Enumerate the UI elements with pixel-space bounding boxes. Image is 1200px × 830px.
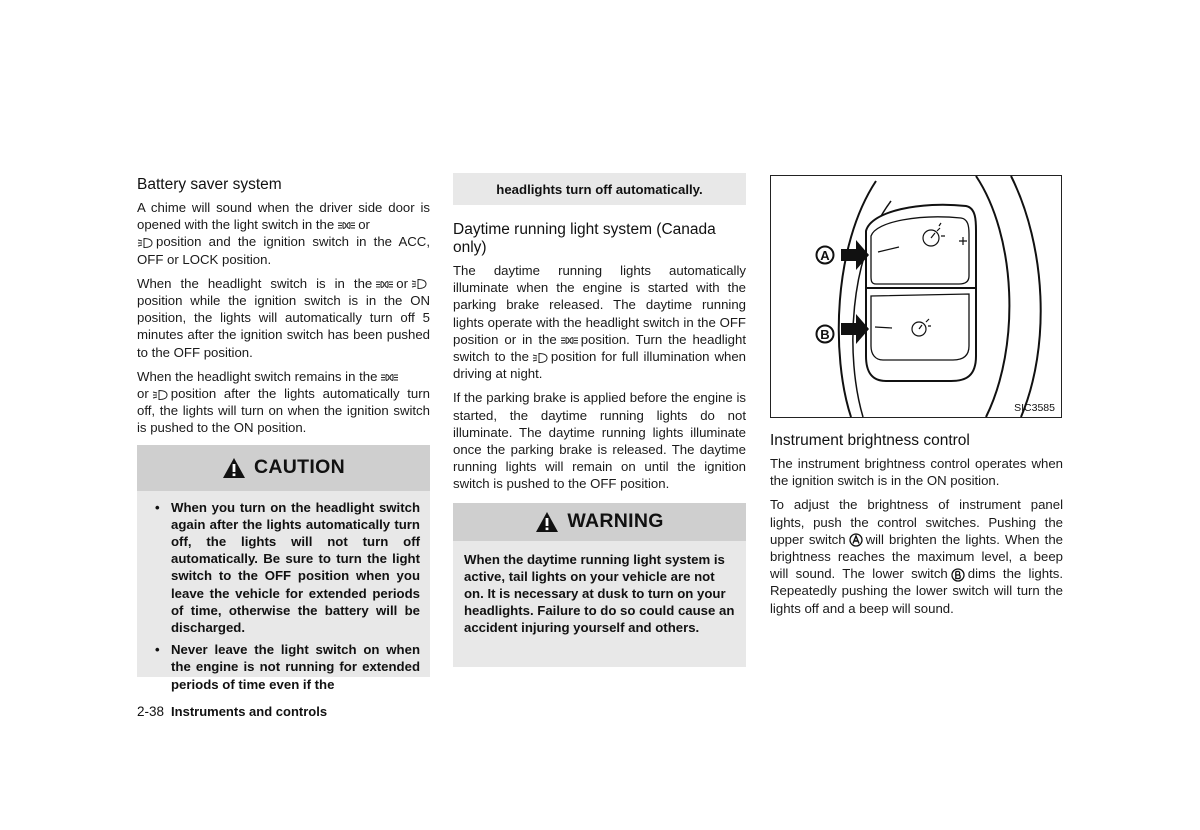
caution-header xyxy=(137,445,430,491)
figure-code: SIC3585 xyxy=(1014,402,1055,414)
text: position. Turn the headlight switch to the xyxy=(453,331,746,365)
circle-b-icon xyxy=(951,568,965,582)
headlight-icon xyxy=(532,352,548,364)
section-title: Instruments and controls xyxy=(171,704,328,719)
caution-continued: headlights turn off automatically. xyxy=(453,173,746,205)
text: dims the lights. Repeatedly pushing the lower switch will turn the lights off and a beep will sound. xyxy=(770,566,1063,616)
drl-paragraph-1 xyxy=(453,262,746,382)
text: or xyxy=(137,386,149,402)
caution-item: • When you turn on the headlight switch again after the lights automatically turn off, the lights will not turn off automatically. Be sure to turn the light switch to the OFF position when you leave the vehicle for extended periods of time, otherwise the battery will be discharged. xyxy=(147,499,420,637)
text: When the headlight switch is in the xyxy=(137,275,373,291)
callout-b-label: B xyxy=(820,327,830,342)
text: or xyxy=(358,217,370,233)
caution-body xyxy=(137,491,430,692)
caution-list xyxy=(147,499,420,693)
column-1 xyxy=(137,176,430,692)
circle-a-icon xyxy=(849,533,863,547)
brightness-paragraph-2 xyxy=(770,496,1063,616)
switch-figure xyxy=(770,175,1062,418)
text: A chime will sound when the driver side door is opened with the light switch in the xyxy=(137,200,430,233)
headlight-icon xyxy=(411,278,427,290)
column-2 xyxy=(453,173,746,667)
column-3 xyxy=(770,175,1063,624)
text: When the headlight switch remains in the xyxy=(137,368,378,384)
warning-triangle-icon xyxy=(535,511,559,533)
page-number: 2-38 xyxy=(137,704,165,719)
headlight-icon xyxy=(152,389,168,401)
text: or xyxy=(396,275,408,291)
callout-a-label: A xyxy=(820,248,830,263)
page-footer xyxy=(137,704,327,719)
battery-saver-heading: Battery saver system xyxy=(137,176,282,193)
parking-light-icon xyxy=(380,373,398,382)
brightness-paragraph-1: The instrument brightness control operates when the ignition switch is in the ON position. xyxy=(770,456,1063,489)
battery-saver-paragraph-3 xyxy=(137,368,430,437)
warning-title: WARNING xyxy=(567,510,664,533)
text: position for full illumination when driving at night. xyxy=(453,349,746,382)
text: position after the lights automatically turn off, the lights will turn on when the ignition switch is pushed to the ON position. xyxy=(137,386,430,436)
steering-switch-illustration xyxy=(771,176,1061,417)
drl-heading: Daytime running light system (Canada only) xyxy=(453,221,716,256)
drl-paragraph-2: If the parking brake is applied before the engine is started, the daytime running lights do not illuminate. The daytime running lights illuminate once the parking brake is released. The daytime running lights will remain on until the ignition switch is pushed to the OFF position. xyxy=(453,390,746,492)
warning-triangle-icon xyxy=(222,457,246,479)
text: To adjust the brightness of instrument panel lights, push the control switches. Pushing the upper switch xyxy=(770,497,1063,547)
text: position and the ignition switch in the ACC, OFF or LOCK position. xyxy=(137,234,430,267)
battery-saver-paragraph-2 xyxy=(137,275,430,361)
battery-saver-paragraph-1 xyxy=(137,199,430,268)
caution-item: • Never leave the light switch on when the engine is not running for extended periods of time even if the xyxy=(147,641,420,693)
text: The daytime running lights automatically illuminate when the engine is started with the parking brake released. The daytime running lights operate with the headlight switch in the OFF position or in the xyxy=(453,263,746,347)
parking-light-icon xyxy=(375,280,393,289)
text: position while the ignition switch is in the ON position, the lights will automatically turn off 5 minutes after the ignition switch has been pushed to the OFF position. xyxy=(137,293,430,360)
brightness-heading: Instrument brightness control xyxy=(770,432,970,449)
warning-body: When the daytime running light system is active, tail lights on your vehicle are not on. It is necessary at dusk to turn on your headlights. Failure to do so could cause an accident injuring yourself and others. xyxy=(453,541,746,667)
parking-light-icon xyxy=(337,221,355,230)
text: will brighten the lights. When the brightness reaches the maximum level, a beep will sound. The lower switch xyxy=(770,531,1063,582)
caution-title: CAUTION xyxy=(254,456,345,479)
headlight-icon xyxy=(137,237,153,249)
warning-header xyxy=(453,503,746,541)
parking-light-icon xyxy=(560,336,578,345)
